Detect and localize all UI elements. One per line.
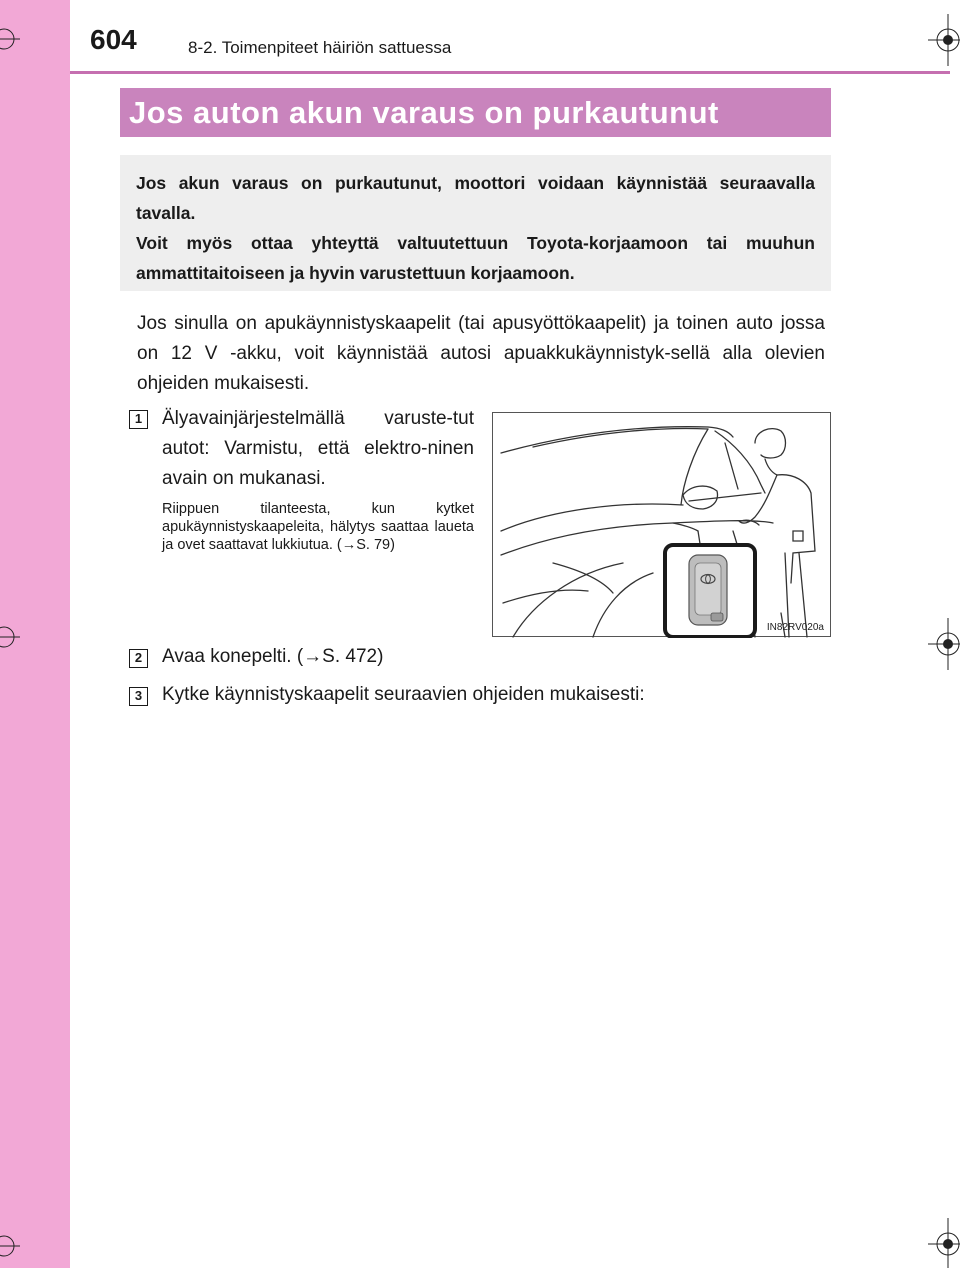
step-1-text: Älyavainjärjestelmällä varuste-tut autot: Varmistu, että elektro-ninen avain on mukanasi. bbox=[162, 408, 474, 489]
step-number-1: 1 bbox=[129, 410, 148, 429]
smart-key-icon bbox=[689, 555, 727, 625]
car-person-key-illustration bbox=[493, 413, 832, 638]
step-3-text: Kytke käynnistyskaapelit seuraavien ohjeiden mukaisesti: bbox=[162, 684, 645, 705]
lead-paragraph: Jos sinulla on apukäynnistyskaapelit (tai apusyöttökaapelit) ja toinen auto jossa on 12 V -akku, voit käynnistää autosi apuakkukäynnistyk-sellä alla olevien ohjeiden mukaisesti. bbox=[137, 313, 825, 394]
crop-mark-top-left bbox=[0, 14, 20, 64]
title-bar bbox=[120, 88, 831, 137]
page-title: Jos auton akun varaus on purkautunut bbox=[129, 95, 719, 130]
crop-mark-top-right bbox=[924, 14, 960, 66]
step-2-text: Avaa konepelti. (→S. 472) bbox=[162, 646, 384, 667]
intro-line-2: Voit myös ottaa yhteyttä valtuutettuun Toyota-korjaamoon tai muuhun ammattitaitoiseen ja hyvin varustettuun korjaamoon. bbox=[136, 233, 815, 283]
crop-mark-bottom-right bbox=[924, 1218, 960, 1268]
step-1-note: Riippuen tilanteesta, kun kytket apukäynnistyskaapeleita, hälytys saattaa laueta ja ovet saattavat lukkiutua. (→S. 79) bbox=[162, 501, 474, 553]
intro-line-1: Jos akun varaus on purkautunut, moottori voidaan käynnistää seuraavalla tavalla. bbox=[136, 173, 815, 223]
step-number-3: 3 bbox=[129, 687, 148, 706]
figure-smart-key bbox=[492, 412, 831, 637]
crop-mark-mid-right bbox=[924, 618, 960, 670]
page-number: 604 bbox=[90, 24, 137, 55]
crop-mark-mid-left bbox=[0, 612, 20, 662]
intro-box bbox=[120, 155, 831, 291]
figure-code: IN82RV020a bbox=[766, 622, 824, 633]
step-number-2: 2 bbox=[129, 649, 148, 668]
header-rule bbox=[70, 71, 950, 74]
section-heading: 8-2. Toimenpiteet häiriön sattuessa bbox=[188, 38, 452, 57]
crop-mark-bottom-left bbox=[0, 1222, 20, 1268]
